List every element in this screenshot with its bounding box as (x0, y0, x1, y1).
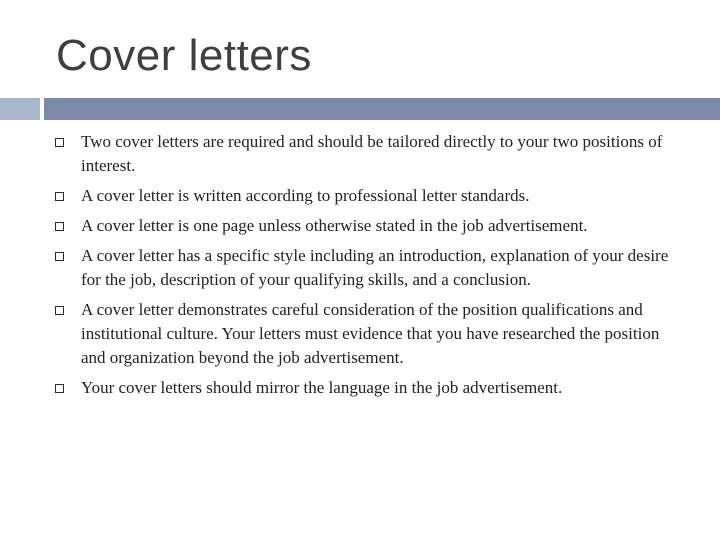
bullet-text: Two cover letters are required and should be tailored directly to your two positions of interest. (81, 132, 663, 175)
bullet-item (48, 298, 688, 370)
bullet-text: A cover letter is written according to professional letter standards. (81, 186, 530, 205)
square-bullet-icon (55, 222, 64, 231)
square-bullet-icon (55, 252, 64, 261)
square-bullet-icon (55, 192, 64, 201)
title-rule-bar (44, 98, 720, 120)
bullet-item (48, 214, 688, 238)
bullet-text: Your cover letters should mirror the language in the job advertisement. (81, 378, 563, 397)
bullet-item (48, 130, 688, 178)
title-rule-accent (0, 98, 40, 120)
bullet-list (48, 130, 688, 400)
slide-title: Cover letters (56, 31, 312, 80)
bullet-text: A cover letter demonstrates careful consideration of the position qualifications and institutional culture. Your letters must evidence that you have researched the position and organization beyond the job advertisement. (81, 300, 660, 367)
square-bullet-icon (55, 306, 64, 315)
square-bullet-icon (55, 138, 64, 147)
bullet-text: A cover letter has a specific style including an introduction, explanation of your desire for the job, description of your qualifying skills, and a conclusion. (81, 246, 669, 289)
bullet-item (48, 376, 688, 400)
square-bullet-icon (55, 384, 64, 393)
bullet-item (48, 244, 688, 292)
bullet-item (48, 184, 688, 208)
bullet-text: A cover letter is one page unless otherwise stated in the job advertisement. (81, 216, 588, 235)
